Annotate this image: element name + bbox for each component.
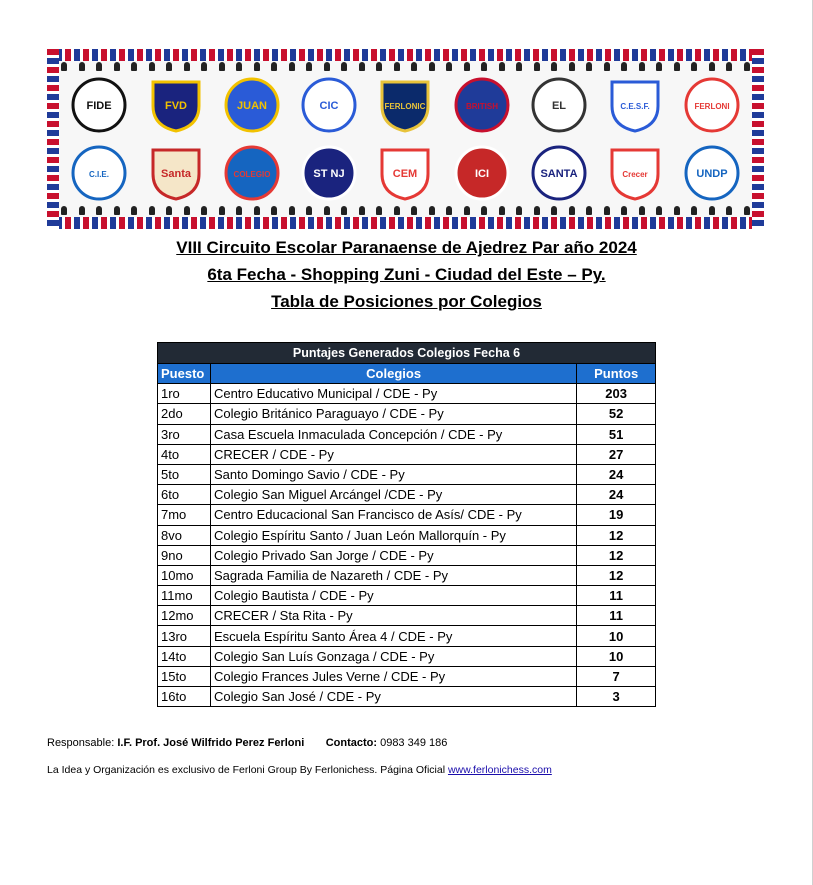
cell-colegio: Colegio San José / CDE - Py xyxy=(210,687,576,707)
contacto-label: Contacto: xyxy=(325,737,378,749)
pawn-icon xyxy=(464,206,470,215)
svg-text:SANTA: SANTA xyxy=(540,168,578,180)
table-row xyxy=(158,424,656,444)
cell-puntos: 27 xyxy=(577,444,656,464)
table-caption: Puntajes Generados Colegios Fecha 6 xyxy=(158,343,656,364)
table-header-row xyxy=(158,364,656,384)
ici-runner-icon xyxy=(451,144,513,202)
pawn-icon xyxy=(131,206,137,215)
pawn-icon xyxy=(674,206,680,215)
svg-text:EL: EL xyxy=(551,100,566,112)
cell-puntos: 19 xyxy=(577,505,656,525)
pawn-icon xyxy=(691,62,697,71)
pawn-icon xyxy=(184,62,190,71)
cell-puntos: 12 xyxy=(577,565,656,585)
cell-puesto: 8vo xyxy=(158,525,211,545)
pawn-icon xyxy=(96,206,102,215)
cesfa-icon xyxy=(604,76,666,134)
banner-border-left xyxy=(47,49,59,229)
pawn-icon xyxy=(726,62,732,71)
svg-text:CIC: CIC xyxy=(319,100,339,112)
pawn-icon xyxy=(604,62,610,71)
pawn-icon xyxy=(219,62,225,71)
table-row xyxy=(158,404,656,424)
pawn-icon xyxy=(289,206,295,215)
pawn-icon xyxy=(394,206,400,215)
pawn-icon xyxy=(726,206,732,215)
pawn-icon xyxy=(201,206,207,215)
cell-puntos: 203 xyxy=(577,384,656,404)
svg-text:ICI: ICI xyxy=(475,168,490,180)
header-puesto: Puesto xyxy=(158,364,211,384)
pawn-icon xyxy=(376,62,382,71)
pawn-icon xyxy=(236,206,242,215)
organization-text: La Idea y Organización es exclusivo de Ferloni Group By Ferlonichess. Página Oficial xyxy=(47,764,446,776)
pawn-icon xyxy=(79,62,85,71)
pawn-icon xyxy=(516,206,522,215)
pawn-icon xyxy=(709,62,715,71)
pawn-icon xyxy=(499,206,505,215)
header-colegios: Colegios xyxy=(210,364,576,384)
pawn-icon xyxy=(306,206,312,215)
banner-border-top xyxy=(47,49,764,61)
cell-puntos: 24 xyxy=(577,485,656,505)
logo-grid xyxy=(61,71,750,207)
cell-puesto: 15to xyxy=(158,666,211,686)
cell-puesto: 14to xyxy=(158,646,211,666)
table-row xyxy=(158,444,656,464)
cell-colegio: Colegio San Miguel Arcángel /CDE - Py xyxy=(210,485,576,505)
cell-puesto: 11mo xyxy=(158,586,211,606)
table-row xyxy=(158,687,656,707)
svg-text:Santa: Santa xyxy=(160,168,191,180)
pawn-icon xyxy=(61,62,67,71)
sponsor-banner xyxy=(47,49,764,229)
cell-puesto: 13ro xyxy=(158,626,211,646)
fide-knight-icon xyxy=(68,76,130,134)
juan-pablo-cross-icon xyxy=(221,76,283,134)
pawn-icon xyxy=(744,206,750,215)
footer-responsable xyxy=(47,737,447,749)
undp-icon xyxy=(681,144,743,202)
svg-text:FIDE: FIDE xyxy=(86,100,112,112)
pawn-icon xyxy=(166,206,172,215)
cell-puesto: 12mo xyxy=(158,606,211,626)
pawn-icon xyxy=(201,62,207,71)
table-row xyxy=(158,586,656,606)
pawn-icon xyxy=(96,62,102,71)
svg-text:C.I.E.: C.I.E. xyxy=(89,170,110,179)
pawn-icon xyxy=(236,62,242,71)
pawn-icon xyxy=(499,62,505,71)
title-event: 6ta Fecha - Shopping Zuni - Ciudad del Este – Py. xyxy=(207,265,606,284)
cell-colegio: Colegio Frances Jules Verne / CDE - Py xyxy=(210,666,576,686)
svg-text:BRITISH: BRITISH xyxy=(466,102,499,111)
pawn-icon xyxy=(656,62,662,71)
svg-text:Crecer: Crecer xyxy=(622,170,648,179)
pawn-icon xyxy=(551,206,557,215)
table-row xyxy=(158,646,656,666)
pawn-icon xyxy=(656,206,662,215)
cell-puntos: 24 xyxy=(577,464,656,484)
pawn-icon xyxy=(709,206,715,215)
pawn-icon xyxy=(569,62,575,71)
table-row xyxy=(158,505,656,525)
pawn-icon xyxy=(744,62,750,71)
ferlonichess-club-icon xyxy=(374,76,436,134)
banner-border-right xyxy=(752,49,764,229)
cell-colegio: Colegio Espíritu Santo / Juan León Mallorquín - Py xyxy=(210,525,576,545)
responsable-label: Responsable: xyxy=(47,737,115,749)
st-nj-icon xyxy=(298,144,360,202)
cem-icon xyxy=(374,144,436,202)
pawn-icon xyxy=(359,206,365,215)
cell-puesto: 5to xyxy=(158,464,211,484)
pawn-icon xyxy=(324,62,330,71)
table-row xyxy=(158,626,656,646)
cell-puesto: 16to xyxy=(158,687,211,707)
cell-puesto: 9no xyxy=(158,545,211,565)
pawn-icon xyxy=(341,206,347,215)
pawn-icon xyxy=(481,206,487,215)
cell-colegio: Santo Domingo Savio / CDE - Py xyxy=(210,464,576,484)
cell-puntos: 7 xyxy=(577,666,656,686)
title-circuit: VIII Circuito Escolar Paranaense de Ajedrez Par año 2024 xyxy=(176,238,637,257)
table-row xyxy=(158,384,656,404)
pawn-icon xyxy=(166,62,172,71)
table-row xyxy=(158,485,656,505)
svg-text:ST NJ: ST NJ xyxy=(313,168,345,180)
pawn-icon xyxy=(219,206,225,215)
banner-border-bottom xyxy=(47,217,764,229)
pawn-icon xyxy=(114,62,120,71)
cell-puesto: 7mo xyxy=(158,505,211,525)
pawn-icon xyxy=(429,206,435,215)
svg-text:UNDP: UNDP xyxy=(696,168,728,180)
cell-puesto: 6to xyxy=(158,485,211,505)
pawn-icon xyxy=(446,62,452,71)
table-row xyxy=(158,545,656,565)
pawn-icon xyxy=(79,206,85,215)
cell-puntos: 52 xyxy=(577,404,656,424)
cell-puntos: 51 xyxy=(577,424,656,444)
cell-colegio: Centro Educativo Municipal / CDE - Py xyxy=(210,384,576,404)
title-block xyxy=(0,234,813,315)
cell-puesto: 10mo xyxy=(158,565,211,585)
cell-puesto: 4to xyxy=(158,444,211,464)
cell-puntos: 10 xyxy=(577,646,656,666)
cell-puntos: 3 xyxy=(577,687,656,707)
pawn-icon xyxy=(149,62,155,71)
cell-puntos: 12 xyxy=(577,545,656,565)
pawn-icon xyxy=(411,62,417,71)
cell-colegio: Colegio San Luís Gonzaga / CDE - Py xyxy=(210,646,576,666)
pawn-icon xyxy=(271,206,277,215)
svg-text:JUAN: JUAN xyxy=(237,100,268,112)
pawn-icon xyxy=(254,62,260,71)
table-row xyxy=(158,525,656,545)
cell-puesto: 3ro xyxy=(158,424,211,444)
pawn-icon xyxy=(306,62,312,71)
header-puntos: Puntos xyxy=(577,364,656,384)
colegio-crecer-icon xyxy=(221,144,283,202)
fvd-shield-icon xyxy=(145,76,207,134)
table-row xyxy=(158,606,656,626)
pawn-icon xyxy=(446,206,452,215)
cell-colegio: Centro Educacional San Francisco de Asís/ CDE - Py xyxy=(210,505,576,525)
cell-colegio: Casa Escuela Inmaculada Concepción / CDE - Py xyxy=(210,424,576,444)
pawn-icon xyxy=(359,62,365,71)
pawn-icon xyxy=(551,62,557,71)
table-caption-row xyxy=(158,343,656,364)
svg-text:COLEGIO: COLEGIO xyxy=(233,170,271,179)
pawn-icon xyxy=(411,206,417,215)
cell-puntos: 10 xyxy=(577,626,656,646)
pawn-icon xyxy=(341,62,347,71)
pawn-icon xyxy=(464,62,470,71)
svg-text:FVD: FVD xyxy=(164,100,187,112)
responsable-name: I.F. Prof. José Wilfrido Perez Ferloni xyxy=(117,737,305,749)
svg-text:FERLONIC: FERLONIC xyxy=(385,102,426,111)
pawn-icon xyxy=(254,206,260,215)
pawn-icon xyxy=(271,62,277,71)
cell-colegio: CRECER / Sta Rita - Py xyxy=(210,606,576,626)
pawn-icon xyxy=(674,62,680,71)
el-redentor-icon xyxy=(528,76,590,134)
table-row xyxy=(158,464,656,484)
cell-colegio: Colegio Privado San Jorge / CDE - Py xyxy=(210,545,576,565)
pawn-icon xyxy=(621,62,627,71)
pawn-icon xyxy=(534,62,540,71)
pawn-icon xyxy=(569,206,575,215)
cie-school-icon xyxy=(68,144,130,202)
cell-colegio: Escuela Espíritu Santo Área 4 / CDE - Py xyxy=(210,626,576,646)
pawn-row-bottom xyxy=(61,206,750,216)
pawn-icon xyxy=(639,206,645,215)
cell-puntos: 11 xyxy=(577,586,656,606)
pawn-icon xyxy=(376,206,382,215)
pawn-icon xyxy=(586,206,592,215)
pawn-icon xyxy=(114,206,120,215)
cic-school-icon xyxy=(298,76,360,134)
standings-table xyxy=(157,342,656,707)
pawn-icon xyxy=(691,206,697,215)
pawn-icon xyxy=(324,206,330,215)
cell-colegio: CRECER / CDE - Py xyxy=(210,444,576,464)
official-site-link[interactable]: www.ferlonichess.com xyxy=(447,764,552,776)
cell-puntos: 11 xyxy=(577,606,656,626)
pawn-icon xyxy=(481,62,487,71)
title-table: Tabla de Posiciones por Colegios xyxy=(271,292,542,311)
cell-puesto: 2do xyxy=(158,404,211,424)
santa-cecilia-icon xyxy=(145,144,207,202)
table-row xyxy=(158,666,656,686)
cell-colegio: Colegio Británico Paraguayo / CDE - Py xyxy=(210,404,576,424)
cell-puesto: 1ro xyxy=(158,384,211,404)
cell-colegio: Colegio Bautista / CDE - Py xyxy=(210,586,576,606)
pawn-icon xyxy=(149,206,155,215)
pawn-icon xyxy=(621,206,627,215)
pawn-icon xyxy=(131,62,137,71)
crecer-logo-icon xyxy=(604,144,666,202)
pawn-icon xyxy=(289,62,295,71)
pawn-icon xyxy=(639,62,645,71)
pawn-icon xyxy=(184,206,190,215)
pawn-icon xyxy=(586,62,592,71)
santa-rita-shield-icon xyxy=(528,144,590,202)
pawn-icon xyxy=(429,62,435,71)
pawn-icon xyxy=(516,62,522,71)
svg-text:CEM: CEM xyxy=(393,168,418,180)
cell-colegio: Sagrada Familia de Nazareth / CDE - Py xyxy=(210,565,576,585)
pawn-icon xyxy=(61,206,67,215)
svg-text:FERLONI: FERLONI xyxy=(694,102,730,111)
pawn-icon xyxy=(394,62,400,71)
ferloni-group-icon xyxy=(681,76,743,134)
contacto-value: 0983 349 186 xyxy=(380,737,448,749)
svg-text:C.E.S.F.: C.E.S.F. xyxy=(620,102,650,111)
pawn-icon xyxy=(534,206,540,215)
footer-organization xyxy=(47,764,552,776)
pawn-icon xyxy=(604,206,610,215)
british-school-crest-icon xyxy=(451,76,513,134)
cell-puntos: 12 xyxy=(577,525,656,545)
table-row xyxy=(158,565,656,585)
